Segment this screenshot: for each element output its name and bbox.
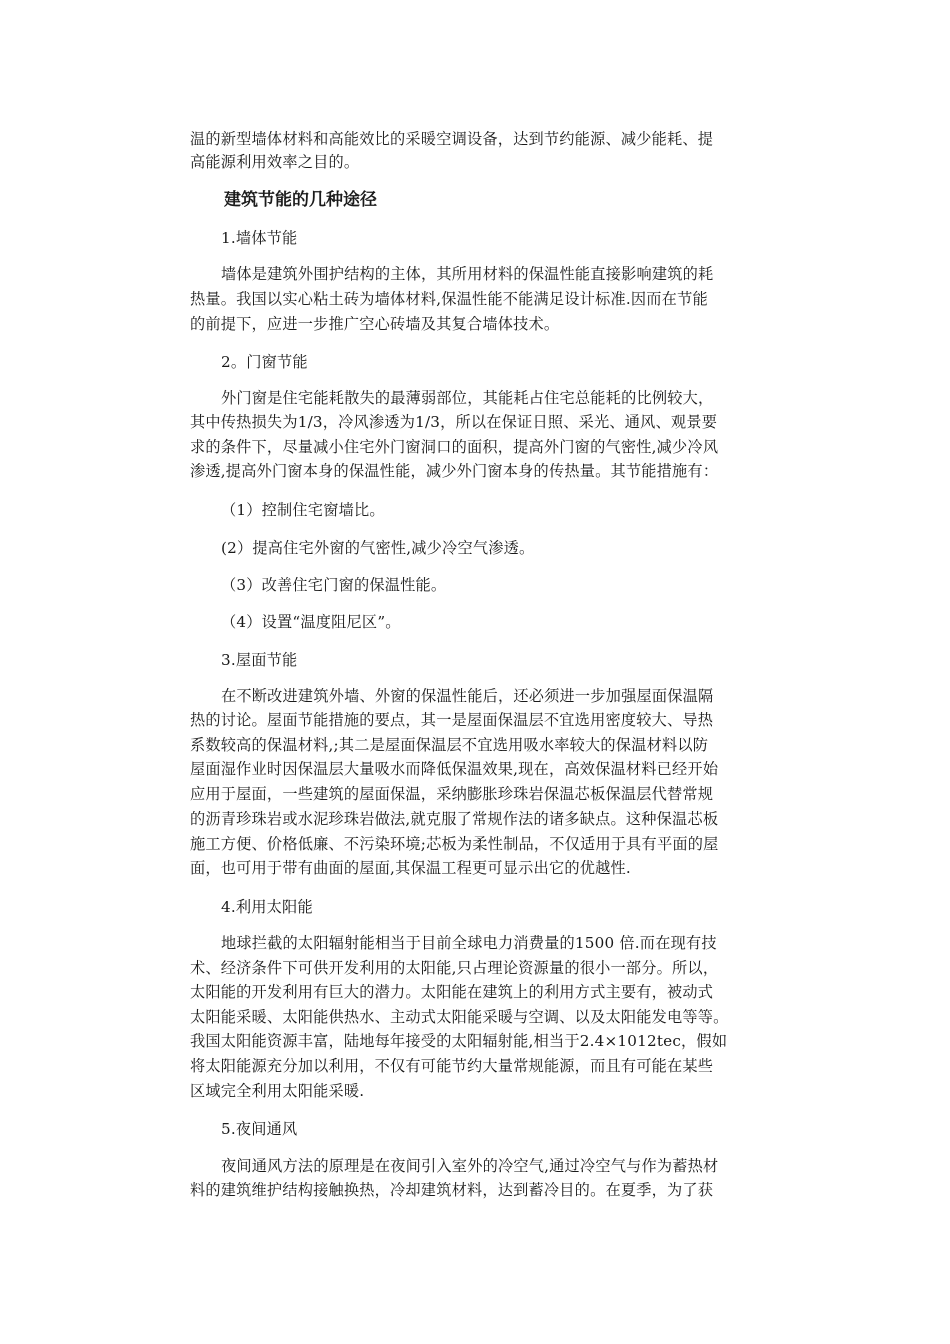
s4-title: 4.利用太阳能: [221, 898, 313, 916]
s1-body-line: 墙体是建筑外围护结构的主体，其所用材料的保温性能直接影响建筑的耗: [221, 265, 714, 283]
s3-body-line: 热的讨论。屋面节能措施的要点，其一是屋面保温层不宜选用密度较大、导热: [190, 711, 714, 729]
s4-body-line: 将太阳能源充分加以利用，不仅有可能节约大量常规能源，而且有可能在某些: [190, 1057, 714, 1075]
s2-list-item: （1）控制住宅窗墙比。: [221, 501, 385, 519]
s1-title: 1.墙体节能: [221, 229, 298, 247]
s1-body-line: 热量。我国以实心粘土砖为墙体材料,保温性能不能满足设计标准.因而在节能: [190, 290, 708, 308]
s2-body-line: 渗透,提高外门窗本身的保温性能，减少外门窗本身的传热量。其节能措施有：: [190, 462, 719, 480]
s3-body-line: 应用于屋面，一些建筑的屋面保温，采纳膨胀珍珠岩保温芯板保温层代替常规: [190, 785, 714, 803]
s3-body-line: 在不断改进建筑外墙、外窗的保温性能后，还必须进一步加强屋面保温隔: [221, 687, 714, 705]
s5-body-line: 料的建筑维护结构接触换热，冷却建筑材料，达到蓄冷目的。在夏季，为了获: [190, 1181, 714, 1199]
s1-body-line: 的前提下，应进一步推广空心砖墙及其复合墙体技术。: [190, 315, 560, 333]
s3-title: 3.屋面节能: [221, 651, 298, 669]
intro-line: 高能源利用效率之目的。: [190, 153, 360, 171]
s3-body-line: 施工方便、价格低廉、不污染环境;芯板为柔性制品，不仅适用于具有平面的屋: [190, 835, 719, 853]
s4-body-line: 地球拦截的太阳辐射能相当于目前全球电力消费量的1500 倍.而在现有技: [221, 934, 717, 952]
s3-body-line: 面，也可用于带有曲面的屋面,其保温工程更可显示出它的优越性.: [190, 859, 631, 877]
s2-list-item: （3）改善住宅门窗的保温性能。: [221, 576, 447, 594]
s2-body-line: 求的条件下，尽量减小住宅外门窗洞口的面积，提高外门窗的气密性,减少冷风: [190, 438, 719, 456]
s3-body-line: 屋面湿作业时因保温层大量吸水而降低保温效果,现在，高效保温材料已经开始: [190, 760, 719, 778]
s2-body-line: 外门窗是住宅能耗散失的最薄弱部位，其能耗占住宅总能耗的比例较大，: [221, 389, 714, 407]
s5-body-line: 夜间通风方法的原理是在夜间引入室外的冷空气,通过冷空气与作为蓄热材: [221, 1157, 719, 1175]
s3-body-line: 的沥青珍珠岩或水泥珍珠岩做法,就克服了常规作法的诸多缺点。这种保温芯板: [190, 810, 719, 828]
section-heading: 建筑节能的几种途径: [224, 190, 377, 210]
intro-line: 温的新型墙体材料和高能效比的采暖空调设备，达到节约能源、减少能耗、提: [190, 130, 714, 148]
s4-body-line: 太阳能采暖、太阳能供热水、主动式太阳能采暖与空调、以及太阳能发电等等。: [190, 1008, 729, 1026]
s4-body-line: 我国太阳能资源丰富，陆地每年接受的太阳辐射能,相当于2.4×1012tec，假如: [190, 1032, 728, 1050]
s4-body-line: 太阳能的开发利用有巨大的潜力。太阳能在建筑上的利用方式主要有，被动式: [190, 983, 714, 1001]
s4-body-line: 术、经济条件下可供开发利用的太阳能,只占理论资源量的很小一部分。所以，: [190, 959, 719, 977]
s2-title: 2。门窗节能: [221, 353, 308, 371]
s4-body-line: 区域完全利用太阳能采暖.: [190, 1082, 365, 1100]
s2-body-line: 其中传热损失为1/3，冷风渗透为1/3，所以在保证日照、采光、通风、观景要: [190, 413, 718, 431]
s2-list-item: (2）提高住宅外窗的气密性,减少冷空气渗透。: [221, 539, 535, 557]
s5-title: 5.夜间通风: [221, 1120, 298, 1138]
s3-body-line: 系数较高的保温材料,;其二是屋面保温层不宜选用吸水率较大的保温材料以防: [190, 736, 709, 754]
s2-list-item: （4）设置“温度阻尼区”。: [221, 613, 401, 631]
